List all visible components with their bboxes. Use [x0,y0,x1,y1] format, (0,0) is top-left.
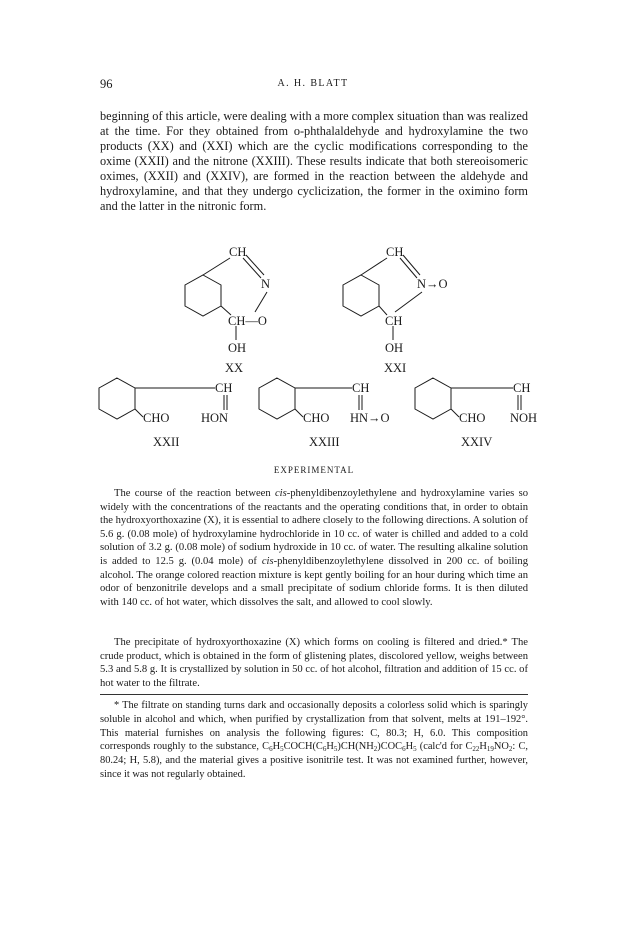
footnote [100,699,528,782]
xx-n-label: N [261,277,271,291]
fn-text-b: H [272,741,281,753]
benzene-ring-xxii [99,378,135,419]
intro-paragraph: beginning of this article, were dealing with a more complex situation than was realized at the time. For they obtained from o-phthalaldehyde and hydroxylamine the two products (XX) and (XXI) which are the cyclic modifications corresponding to the oxime (XXII) and the nitrone (XXIII). These results indicate that both stereoisomeric oximes, (XXII) and (XXIV), are formed in the reaction between the aldehyde and hydroxylamine, and that they undergo cyclicization, the former in the oximino form and the latter in the nitronic form. [100,109,528,213]
chemical-structures [95,240,545,460]
xx-oh-label: OH [228,341,247,355]
benzene-ring-xx [185,275,221,316]
fn-sub: 19 [486,745,494,754]
xxii-compound-label: XXII [153,435,180,449]
xxiv-ch-label: CH [513,381,531,395]
fn-text-e: )CH(NH [337,741,374,753]
xxiv-noh-label: NOH [510,411,538,425]
experimental-paragraph-1 [100,487,528,609]
fn-text-d: H [326,741,334,753]
experimental-paragraph-2: The precipitate of hydroxyorthoxazine (X) which forms on cooling is filtered and dried.* The crude product, which is obtained in the form of glistening plates, discolored yellow, weighs between 5.3 and 5.8 g. It is crystallized by solution in 50 cc. of hot alcohol, filtration and addition of 15 cc. of hot water to the filtrate. [100,637,528,689]
xxiii-hn-o-label: HN→O [350,411,390,425]
fn-text-g: H [405,741,414,753]
p1-text-c: -phenyldibenzoylethylene and hydroxylamine varies so widely with the concentrations of the reactants and the operating conditions that, in order to obtain the hydroxyorthoxazine (X), it is essential to adhere closely to the following directions. A solution of 5.6 g. (0.08 mole) of hydroxylamine hydrochloride in 10 cc. of water is chilled and added to a cold solution of 3.2 g. (0.08 mole) of sodium hydroxide in 10 cc. of water. The resulting alkaline solution is added to 12.5 g. (0.04 mole) of [100,488,528,567]
xx-ch-o-label: CH—O [228,314,267,328]
fn-text-f: )COC [377,741,403,753]
fn-sub: 5 [413,745,417,754]
fn-text-k: : C, 80.24; H, 5.8), and the material gives a positive isonitrile test. It was not examined further, however, since it was not regularly obtained. [100,741,528,780]
fn-sub: 6 [322,745,327,754]
fn-text-h: (calc'd for C [416,741,473,753]
xxiv-compound-label: XXIV [461,435,493,449]
xxiii-cho-label: CHO [303,411,330,425]
xxi-n-o-label: N→O [417,277,448,291]
xxi-ch-label: CH [386,245,404,259]
xxii-cho-label: CHO [143,411,170,425]
xxii-hon-label: HON [201,411,229,425]
benzene-ring-xxi [343,275,379,316]
xxii-ch-label: CH [215,381,233,395]
xxi-ch-label-lower: CH [385,314,403,328]
fn-sub: 5 [280,745,284,754]
xxi-compound-label: XXI [384,361,407,375]
xxiii-compound-label: XXIII [309,435,340,449]
xxi-oh-label: OH [385,341,404,355]
xx-compound-label: XX [225,361,244,375]
fn-sub: 6 [402,745,406,754]
fn-text-j: NO [493,741,509,753]
p1-italic-cis-2: cis [261,555,274,567]
running-head: A. H. BLATT [277,78,349,89]
fn-sub: 6 [269,745,273,754]
footnote-rule [100,694,528,695]
fn-sub: 2 [508,745,513,754]
fn-sub: 22 [472,745,480,754]
xx-ch-label: CH [229,245,247,259]
p1-italic-cis-1: cis [274,488,287,499]
p1-text-a: The course of the reaction between [114,488,275,499]
page-header [100,77,526,91]
page-number: 96 [100,77,113,91]
fn-text-i: H [479,741,487,753]
benzene-ring-xxiv [415,378,451,419]
xxiv-cho-label: CHO [459,411,486,425]
section-title: EXPERIMENTAL [273,465,355,475]
p1-text-e: -phenyldibenzoylethylene dissolved in 200 cc. of boiling alcohol. The orange colored reaction mixture is kept gently boiling for an hour during which time an odor of benzonitrile develops and a small precipitate of sodium chloride forms. It is then diluted with 140 cc. of hot water, which dissolves the salt, and allowed to cool slowly. [100,555,528,608]
benzene-ring-xxiii [259,378,295,419]
fn-text-a: * The filtrate on standing turns dark and occasionally deposits a colorless solid which is sparingly soluble in alcohol and which, when purified by crystallization from that solvent, melts at 191–192°. This material furnishes on analysis the following figures: C, 80.3; H, 6.0. This composition corresponds roughly to the substance, C [100,700,528,753]
fn-sub: 5 [333,745,338,754]
fn-text-c: COCH(C [283,741,323,753]
xxiii-ch-label: CH [352,381,370,395]
fn-sub: 2 [373,745,378,754]
